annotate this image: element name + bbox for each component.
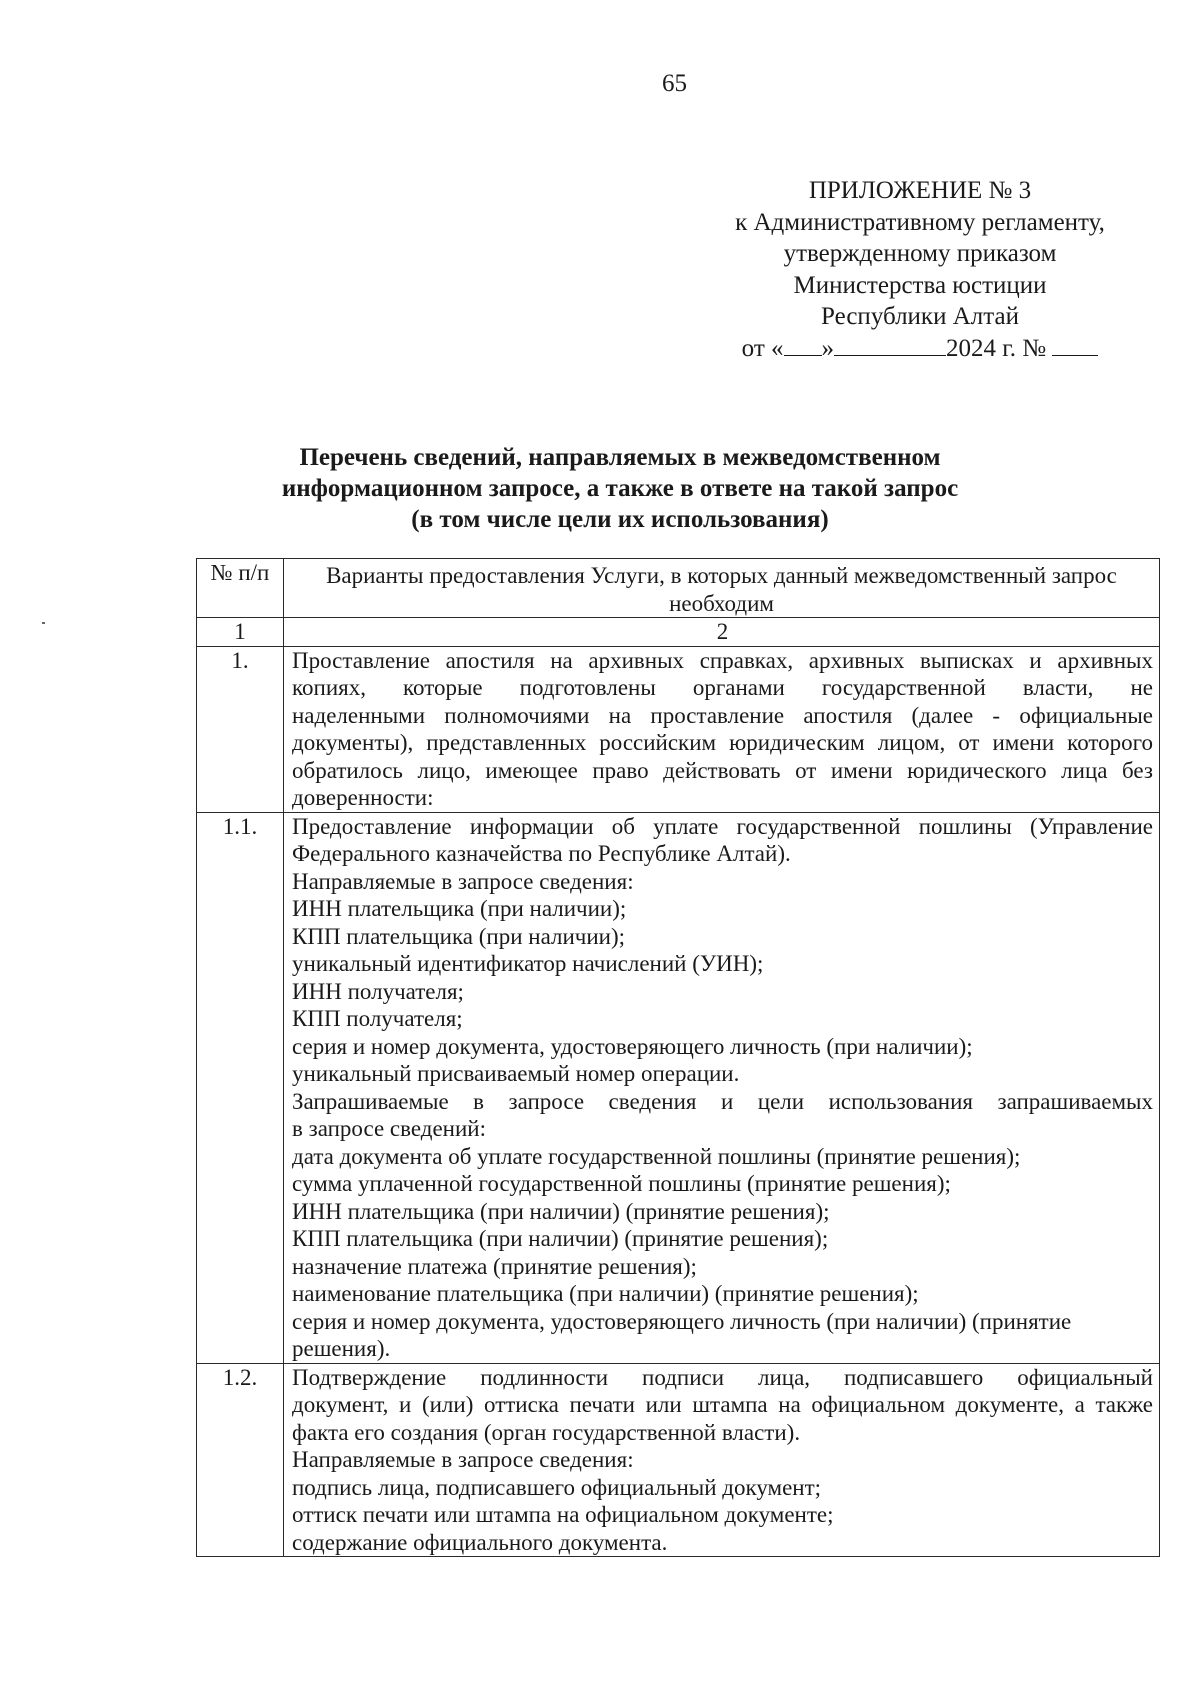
date-prefix: от « [741,334,784,362]
month-blank [834,333,946,356]
date-year: 2024 г. № [946,334,1047,362]
day-blank [784,333,822,356]
text-line: уникальный присваиваемый номер операции. [292,1061,740,1086]
text-line: доверенности: [292,785,434,810]
text-line: Направляемые в запросе сведения: [292,1447,634,1472]
row-content [284,1363,1160,1557]
text-line: копиях, которые подготовлены органами государственной власти, не [292,675,1153,700]
text-line: ИНН получателя; [292,978,464,1004]
text-line: документ, и (или) оттиска печати или штампа на официальном документе, а также [292,1392,1153,1417]
text-line: документы), представленных российским юридическим лицом, от имени которого [292,730,1153,755]
appendix-line: к Административному регламенту, [735,208,1105,236]
info-table [196,558,1160,1557]
text-line: наименование плательщика (при наличии) (принятие решения); [292,1281,919,1306]
document-title [200,442,1040,535]
text-line: Проставление апостиля на архивных справках, архивных выписках и архивных [292,647,1153,673]
colnum-1: 1 [197,618,284,647]
text-line: КПП плательщика (при наличии) (принятие решения); [292,1226,829,1251]
text-line: уникальный идентификатор начислений (УИН); [292,951,764,976]
text-line: дата документа об уплате государственной пошлины (принятие решения); [292,1143,1021,1169]
appendix-title: ПРИЛОЖЕНИЕ № 3 [808,177,1032,204]
appendix-line: Министерства юстиции [793,271,1047,299]
text-line: подпись лица, подписавшего официальный документ; [292,1474,822,1500]
text-line: обратилось лицо, имеющее право действовать от имени юридического лица без [292,757,1153,783]
appendix-header [690,175,1150,364]
row-number: 1. [197,646,284,812]
appendix-line: Республики Алтай [821,303,1019,330]
text-line: сумма уплаченной государственной пошлины (принятие решения); [292,1171,951,1196]
text-line: решения). [292,1336,391,1361]
text-line: ИНН плательщика (при наличии) (принятие решения); [292,1198,830,1224]
appendix-date-line [690,333,1150,365]
text-line: в запросе сведений: [292,1116,486,1141]
table-colnum-row [197,618,1160,647]
row-number: 1.1. [197,812,284,1363]
text-line: серия и номер документа, удостоверяющего личность (при наличии); [292,1033,973,1059]
row-content [284,812,1160,1363]
title-line: Перечень сведений, направляемых в межведомственном [299,444,941,471]
table-row [197,812,1160,1363]
table-row [197,1363,1160,1557]
text-line: Запрашиваемые в запросе сведения и цели использования запрашиваемых [292,1088,1153,1114]
text-line: Подтверждение подлинности подписи лица, подписавшего официальный [292,1364,1153,1390]
text-line: содержание официального документа. [292,1529,668,1555]
title-line: информационном запросе, а также в ответе на такой запрос [281,475,959,502]
text-line: Федерального казначейства по Республике Алтай). [292,841,791,866]
text-line: оттиск печати или штампа на официальном документе; [292,1502,834,1527]
title-line: (в том числе цели их использования) [411,506,829,533]
table-row [197,646,1160,812]
row-content [284,646,1160,812]
number-blank [1052,333,1098,356]
row-number: 1.2. [197,1363,284,1557]
header-col-number: № п/п [197,559,284,618]
text-line: Направляемые в запросе сведения: [292,868,634,894]
text-line: КПП получателя; [292,1006,463,1031]
text-line: факта его создания (орган государственной власти). [292,1419,801,1445]
scan-speck [42,622,45,624]
text-line: серия и номер документа, удостоверяющего личность (при наличии) (принятие [292,1308,1072,1334]
text-line: назначение платежа (принятие решения); [292,1253,697,1279]
table-header-row [197,559,1160,618]
colnum-2: 2 [284,618,1160,647]
text-line: ИНН плательщика (при наличии); [292,896,627,921]
text-line: наделенными полномочиями на проставление апостиля (далее - официальные [292,702,1153,728]
text-line: Предоставление информации об уплате государственной пошлины (Управление [292,813,1153,839]
appendix-line: утвержденному приказом [783,240,1057,267]
page-number: 65 [662,70,687,97]
header-col-variants: Варианты предоставления Услуги, в которых данный межведомственный запрос необходим [284,559,1160,618]
date-mid: » [821,334,835,362]
text-line: КПП плательщика (при наличии); [292,923,626,949]
